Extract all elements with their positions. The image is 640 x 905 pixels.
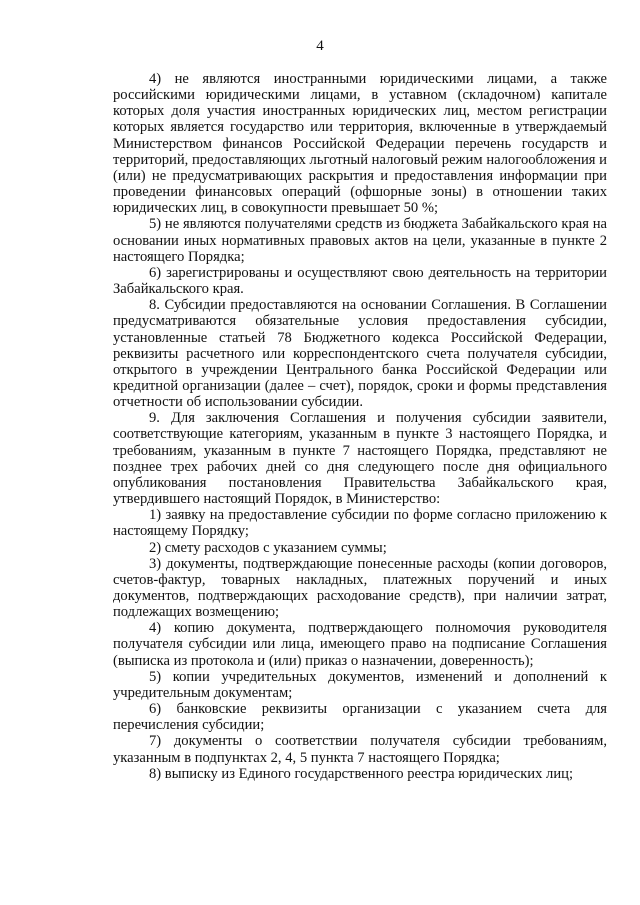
list-item-3-expense-documents: 3) документы, подтверждающие понесенные расходы (копии договоров, счетов-фактур, товарных накладных, платежных поручений и иных документов, подтверждающих расходование средств), при наличии затрат, подлежащих возмещению; <box>113 555 607 621</box>
list-item-6-bank-details: 6) банковские реквизиты организации с указанием счета для перечисления субсидии; <box>113 701 607 734</box>
paragraph-item-4-foreign-entities: 4) не являются иностранными юридическими лицами, а также российскими юридическими лицами, в уставном (складочном) капитале которых доля участия иностранных юридических лиц, местом регистрации которых является государство или территория, включенные в утверждаемый Министерством финансов Российской Федерации перечень государств и территорий, предоставляющих льготный налоговый режим налогообложения и (или) не предусматривающих раскрытия и предоставления информации при проведении финансовых операций (офшорные зоны) в отношении таких юридических лиц, в совокупности превышает 50 %; <box>113 71 607 217</box>
list-item-1-request: 1) заявку на предоставление субсидии по форме согласно приложению к настоящему Порядку; <box>113 507 607 540</box>
list-item-8-registry-extract: 8) выписку из Единого государственного реестра юридических лиц; <box>149 765 574 782</box>
paragraph-item-6-registration: 6) зарегистрированы и осуществляют свою деятельность на территории Забайкальского края. <box>113 264 607 298</box>
list-item-2-estimate: 2) смету расходов с указанием суммы; <box>149 539 387 556</box>
list-item-4-authority-document: 4) копию документа, подтверждающего полномочия руководителя получателя субсидии или лица, имеющего право на подписание Соглашения (выписка из протокола и (или) приказ о назначении, доверенность); <box>113 620 607 669</box>
page-number: 4 <box>316 38 324 54</box>
document-body <box>113 71 607 782</box>
list-item-7-compliance-documents: 7) документы о соответствии получателя субсидии требованиям, указанным в подпунктах 2, 4, 5 пункта 7 настоящего Порядка; <box>113 733 607 766</box>
paragraph-item-5-budget-funds: 5) не являются получателями средств из бюджета Забайкальского края на основании иных нормативных правовых актов на цели, указанные в пункте 2 настоящего Порядка; <box>113 216 607 265</box>
list-item-5-constituent-documents: 5) копии учредительных документов, изменений и дополнений к учредительным документам; <box>113 668 607 701</box>
paragraph-clause-9-application: 9. Для заключения Соглашения и получения субсидии заявители, соответствующие категориям, указанным в пункте 3 настоящего Порядка, и требованиям, указанным в пункте 7 настоящего Порядка, представляют не позднее трех рабочих дней со дня следующего после дня официального опубликования постановления Правительства Забайкальского края, утвердившего настоящий Порядок, в Министерство: <box>113 410 607 508</box>
paragraph-clause-8-agreement: 8. Субсидии предоставляются на основании Соглашения. В Соглашении предусматриваются обязательные условия предоставления субсидии, установленные статьей 78 Бюджетного кодекса Российской Федерации, реквизиты расчетного или корреспондентского счета получателя субсидии, открытого в учреждении Центрального банка Российской Федерации или кредитной организации (далее – счет), порядок, сроки и формы представления отчетности об использовании субсидии. <box>113 297 607 411</box>
